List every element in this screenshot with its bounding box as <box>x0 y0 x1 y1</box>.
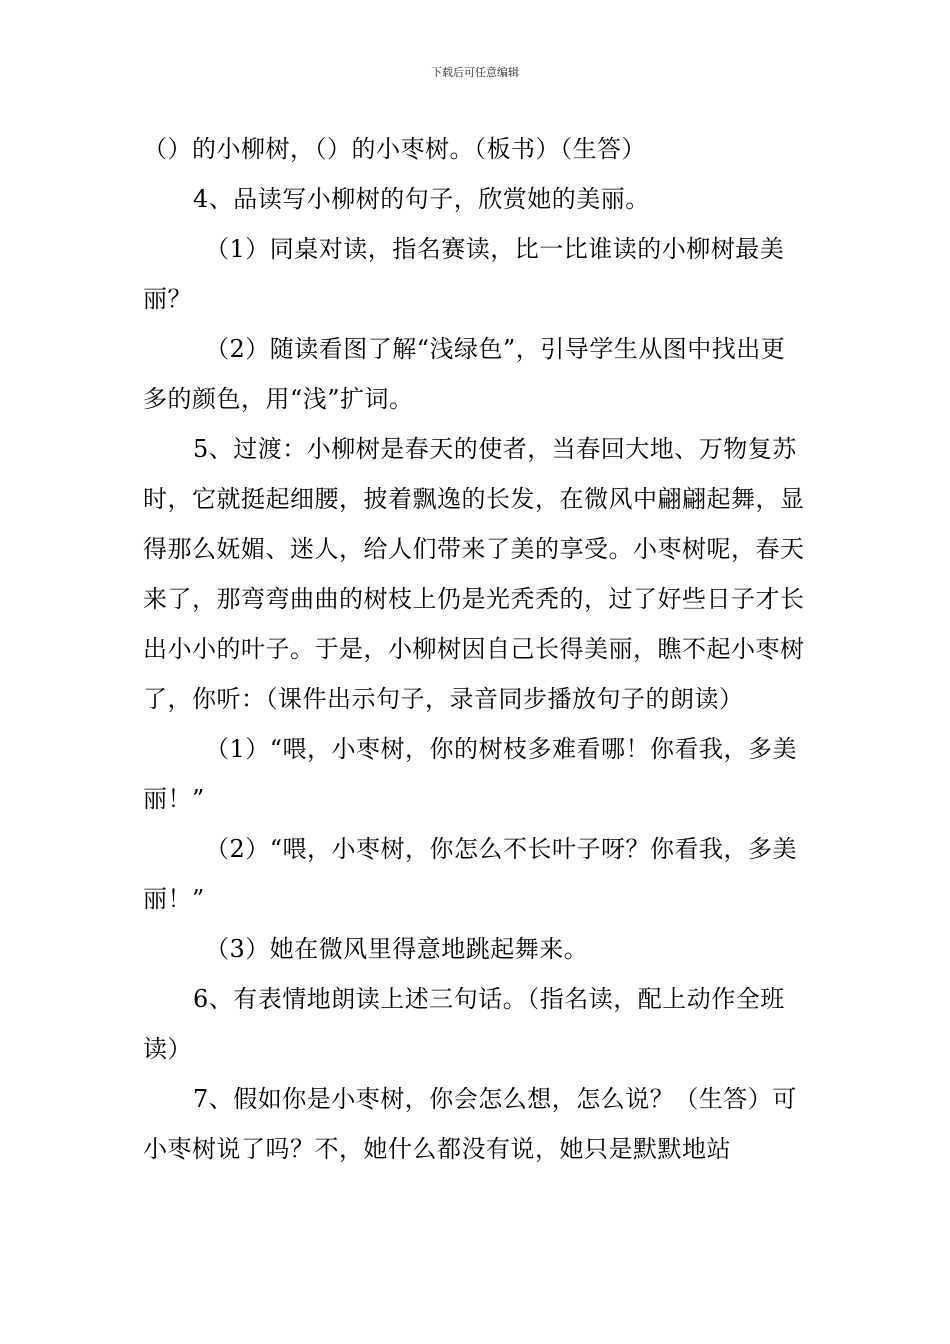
paragraph-step-4-1: （1）同桌对读，指名赛读，比一比谁读的小柳树最美丽？ <box>143 235 785 313</box>
document-body <box>143 124 808 1174</box>
paragraph-step-5-1: （1）“喂，小枣树，你的树枝多难看哪！你看我，多美丽！” <box>143 735 798 813</box>
paragraph-step-4: 4、品读写小柳树的句子，欣赏她的美丽。 <box>193 185 650 213</box>
paragraph-step-6: 6、有表情地朗读上述三句话。（指名读，配上动作全班读） <box>143 985 785 1063</box>
paragraph-step-4-2: （2）随读看图了解“浅绿色”，引导学生从图中找出更多的颜色，用“浅”扩词。 <box>143 335 786 413</box>
paragraph-step-5-3: （3）她在微风里得意地跳起舞来。 <box>205 935 589 963</box>
paragraph-step-5: 5、过渡：小柳树是春天的使者，当春回大地、万物复苏时，它就挺起细腰，披着飘逸的长发，在微风中翩翩起舞，显得那么妩媚、迷人，给人们带来了美的享受。小枣树呢，春天来了，那弯弯曲曲的树枝上仍是光秃秃的，过了好些日子才长出小小的叶子。于是，小柳树因自己长得美丽，瞧不起小枣树了，你听：（课件出示句子，录音同步播放句子的朗读） <box>143 435 805 713</box>
paragraph-step-7: 7、假如你是小枣树，你会怎么想，怎么说？（生答）可小枣树说了吗？不，她什么都没有说，她只是默默地站 <box>143 1085 797 1163</box>
paragraph-step-5-2: （2）“喂，小枣树，你怎么不长叶子呀？你看我，多美丽！” <box>143 835 798 913</box>
paragraph-blank-fill: （）的小柳树，（）的小枣树。（板书）（生答） <box>143 135 646 163</box>
page-header: 下载后可任意编辑 <box>431 66 519 79</box>
